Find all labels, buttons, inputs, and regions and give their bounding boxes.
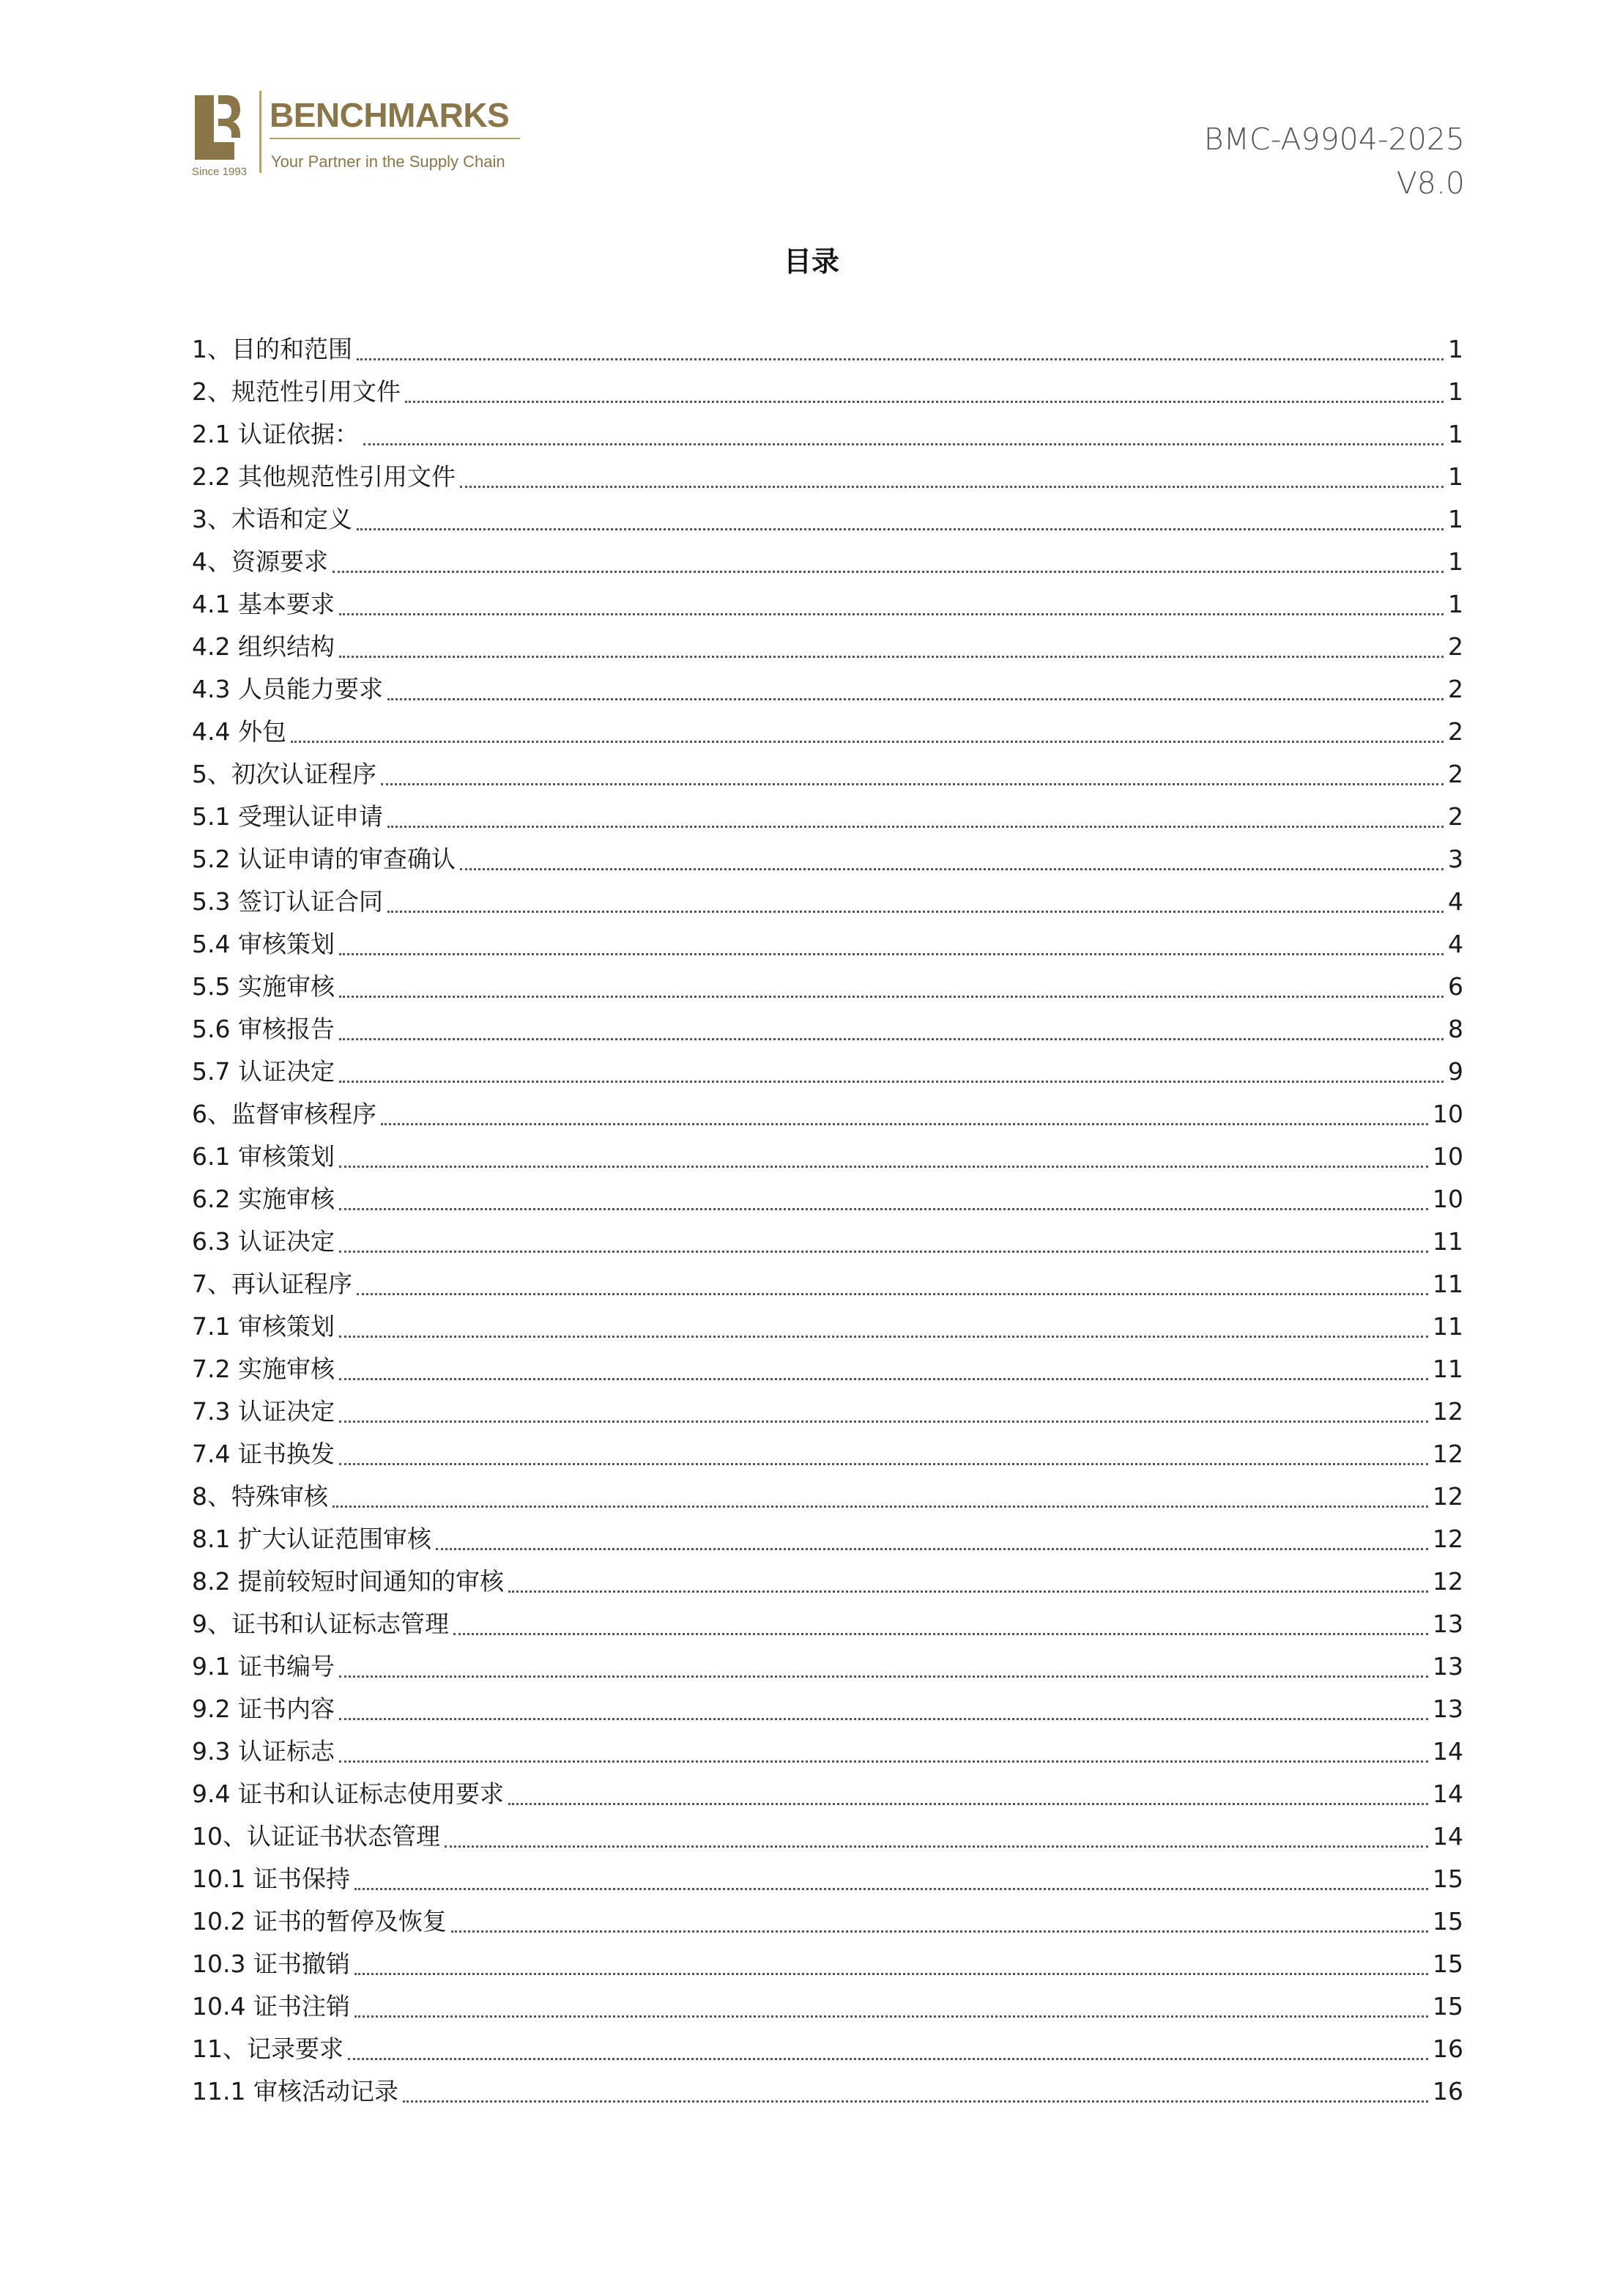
toc-dot-leader [357, 1292, 1428, 1295]
toc-entry-title: 6.2 实施审核 [192, 1185, 335, 1213]
toc-entry-title: 9、证书和认证标志管理 [192, 1610, 449, 1638]
toc-entry-title: 11、记录要求 [192, 2034, 343, 2063]
toc-dot-leader [339, 1207, 1428, 1210]
toc-dot-leader [460, 485, 1444, 488]
document-meta [1204, 117, 1465, 205]
toc-entry-page: 13 [1433, 1652, 1463, 1681]
toc-entry-title: 9.4 证书和认证标志使用要求 [192, 1780, 504, 1808]
toc-entry[interactable] [192, 1348, 1463, 1390]
toc-entry[interactable] [192, 456, 1463, 498]
toc-entry[interactable] [192, 1093, 1463, 1136]
toc-entry-page: 15 [1433, 1992, 1463, 2021]
toc-entry[interactable] [192, 2070, 1463, 2113]
toc-dot-leader [403, 2100, 1428, 2103]
toc-entry-page: 2 [1448, 717, 1463, 746]
toc-entry-page: 14 [1433, 1737, 1463, 1766]
toc-title: 目录 [783, 245, 839, 278]
toc-dot-leader [339, 1760, 1428, 1763]
toc-dot-leader [339, 952, 1444, 955]
toc-entry-page: 1 [1448, 420, 1463, 448]
toc-entry-title: 8、特殊审核 [192, 1482, 328, 1511]
toc-entry-title: 8.1 扩大认证范围审核 [192, 1525, 431, 1553]
toc-entry-page: 3 [1448, 845, 1463, 873]
toc-entry-title: 8.2 提前较短时间通知的审核 [192, 1567, 504, 1596]
toc-entry-title: 10.2 证书的暂停及恢复 [192, 1907, 447, 1936]
logo-rule [270, 138, 520, 139]
toc-dot-leader [363, 442, 1444, 445]
toc-entry-page: 13 [1433, 1695, 1463, 1723]
toc-dot-leader [453, 1632, 1428, 1635]
toc-dot-leader [339, 612, 1444, 615]
toc-entry-page: 12 [1433, 1525, 1463, 1553]
toc-entry-page: 4 [1448, 887, 1463, 916]
toc-entry-page: 15 [1433, 1864, 1463, 1893]
toc-entry-title: 11.1 审核活动记录 [192, 2077, 398, 2106]
toc-entry-title: 6、监督审核程序 [192, 1100, 376, 1128]
toc-entry-title: 5.7 认证决定 [192, 1057, 335, 1086]
toc-dot-leader [339, 1420, 1428, 1423]
toc-entry-title: 5、初次认证程序 [192, 760, 376, 788]
toc-entry[interactable] [192, 923, 1463, 966]
toc-entry[interactable] [192, 1178, 1463, 1221]
toc-entry[interactable] [192, 1858, 1463, 1900]
toc-dot-leader [405, 400, 1444, 403]
toc-entry[interactable] [192, 583, 1463, 626]
toc-entry-title: 4.1 基本要求 [192, 590, 335, 618]
toc-entry-title: 10.4 证书注销 [192, 1992, 350, 2021]
toc-dot-leader [387, 910, 1444, 913]
toc-entry[interactable] [192, 966, 1463, 1008]
toc-dot-leader [339, 1335, 1428, 1338]
toc-entry-title: 5.5 实施审核 [192, 972, 335, 1001]
toc-entry[interactable] [192, 328, 1463, 371]
toc-entry-page: 4 [1448, 930, 1463, 958]
toc-entry-title: 10.3 证书撤销 [192, 1949, 350, 1978]
toc-entry-page: 14 [1433, 1780, 1463, 1808]
toc-entry-page: 11 [1433, 1312, 1463, 1341]
toc-entry-page: 6 [1448, 972, 1463, 1001]
toc-entry-title: 4.4 外包 [192, 717, 286, 746]
toc-entry-page: 11 [1433, 1227, 1463, 1256]
toc-dot-leader [339, 655, 1444, 658]
toc-dot-leader [387, 697, 1444, 700]
toc-entry-page: 11 [1433, 1270, 1463, 1298]
toc-entry-title: 2.2 其他规范性引用文件 [192, 462, 456, 491]
toc-entry-page: 1 [1448, 547, 1463, 576]
toc-entry-page: 12 [1433, 1567, 1463, 1596]
document-version: V8.0 [1396, 166, 1465, 201]
table-of-contents [192, 328, 1463, 2113]
toc-entry-title: 6.3 认证决定 [192, 1227, 335, 1256]
toc-entry[interactable] [192, 1773, 1463, 1815]
toc-entry[interactable] [192, 1645, 1463, 1688]
toc-entry[interactable] [192, 2028, 1463, 2070]
toc-entry-title: 7.4 证书换发 [192, 1440, 335, 1468]
toc-dot-leader [291, 740, 1444, 743]
toc-entry-title: 4.2 组织结构 [192, 632, 335, 661]
toc-entry-page: 2 [1448, 802, 1463, 831]
toc-entry[interactable] [192, 413, 1463, 456]
toc-entry[interactable] [192, 541, 1463, 583]
toc-dot-leader [387, 825, 1444, 828]
toc-dot-leader [436, 1547, 1428, 1550]
toc-entry[interactable] [192, 796, 1463, 838]
logo-since-text: Since 1993 [192, 166, 248, 178]
toc-entry[interactable] [192, 838, 1463, 881]
toc-entry-page: 2 [1448, 675, 1463, 703]
toc-entry-title: 5.1 受理认证申请 [192, 802, 383, 831]
toc-entry[interactable] [192, 626, 1463, 668]
toc-entry-page: 16 [1433, 2034, 1463, 2063]
toc-entry[interactable] [192, 1051, 1463, 1093]
toc-entry-page: 1 [1448, 505, 1463, 533]
toc-entry-title: 5.6 审核报告 [192, 1015, 335, 1043]
toc-entry[interactable] [192, 668, 1463, 711]
toc-dot-leader [381, 782, 1444, 785]
toc-entry-page: 12 [1433, 1397, 1463, 1426]
toc-entry-page: 16 [1433, 2077, 1463, 2106]
toc-dot-leader [508, 1590, 1428, 1593]
toc-dot-leader [339, 995, 1444, 998]
toc-entry-page: 1 [1448, 462, 1463, 491]
toc-entry-page: 14 [1433, 1822, 1463, 1851]
toc-entry[interactable] [192, 711, 1463, 753]
toc-entry[interactable] [192, 1263, 1463, 1306]
toc-entry-title: 4.3 人员能力要求 [192, 675, 383, 703]
toc-dot-leader [445, 1845, 1428, 1848]
toc-entry-title: 3、术语和定义 [192, 505, 352, 533]
toc-entry-page: 1 [1448, 335, 1463, 363]
toc-entry[interactable] [192, 1433, 1463, 1475]
toc-entry-title: 7.2 实施审核 [192, 1355, 335, 1383]
toc-entry-title: 9.2 证书内容 [192, 1695, 335, 1723]
toc-entry-page: 12 [1433, 1482, 1463, 1511]
toc-entry[interactable] [192, 1560, 1463, 1603]
toc-entry-page: 2 [1448, 632, 1463, 661]
toc-dot-leader [333, 570, 1444, 573]
toc-entry[interactable] [192, 1900, 1463, 1943]
toc-entry-page: 15 [1433, 1907, 1463, 1936]
toc-entry-title: 7、再认证程序 [192, 1270, 352, 1298]
toc-entry-page: 1 [1448, 377, 1463, 406]
toc-entry[interactable] [192, 1221, 1463, 1263]
toc-entry[interactable] [192, 371, 1463, 413]
toc-entry-page: 12 [1433, 1440, 1463, 1468]
toc-entry[interactable] [192, 1603, 1463, 1645]
toc-entry-title: 2、规范性引用文件 [192, 377, 401, 406]
toc-entry[interactable] [192, 1518, 1463, 1560]
toc-entry-title: 4、资源要求 [192, 547, 328, 576]
toc-entry-title: 7.1 审核策划 [192, 1312, 335, 1341]
toc-dot-leader [354, 1972, 1428, 1975]
toc-entry[interactable] [192, 881, 1463, 923]
toc-dot-leader [357, 527, 1444, 530]
toc-dot-leader [339, 1717, 1428, 1720]
toc-entry[interactable] [192, 753, 1463, 796]
toc-dot-leader [460, 867, 1444, 870]
toc-dot-leader [333, 1505, 1428, 1508]
toc-entry[interactable] [192, 1985, 1463, 2028]
toc-entry[interactable] [192, 498, 1463, 541]
toc-dot-leader [381, 1122, 1428, 1125]
toc-dot-leader [339, 1037, 1444, 1040]
toc-dot-leader [508, 1802, 1428, 1805]
toc-entry-page: 9 [1448, 1057, 1463, 1086]
toc-entry-title: 5.4 审核策划 [192, 930, 335, 958]
toc-entry[interactable] [192, 1306, 1463, 1348]
toc-entry-title: 10、认证证书状态管理 [192, 1822, 440, 1851]
company-logo [192, 89, 521, 177]
toc-entry[interactable] [192, 1815, 1463, 1858]
toc-entry[interactable] [192, 1008, 1463, 1051]
toc-dot-leader [354, 2015, 1428, 2018]
toc-entry-page: 11 [1433, 1355, 1463, 1383]
toc-entry-title: 6.1 审核策划 [192, 1142, 335, 1171]
toc-entry-title: 9.1 证书编号 [192, 1652, 335, 1681]
toc-entry[interactable] [192, 1730, 1463, 1773]
toc-entry-page: 13 [1433, 1610, 1463, 1638]
toc-entry[interactable] [192, 1136, 1463, 1178]
logo-tagline: Your Partner in the Supply Chain [271, 152, 505, 171]
logo-divider [259, 91, 261, 173]
toc-entry-page: 10 [1433, 1142, 1463, 1171]
toc-entry-title: 7.3 认证决定 [192, 1397, 335, 1426]
toc-dot-leader [451, 1930, 1428, 1933]
toc-dot-leader [339, 1462, 1428, 1465]
toc-dot-leader [339, 1165, 1428, 1168]
toc-entry[interactable] [192, 1943, 1463, 1985]
toc-entry-page: 1 [1448, 590, 1463, 618]
toc-entry-title: 10.1 证书保持 [192, 1864, 350, 1893]
toc-entry-page: 10 [1433, 1100, 1463, 1128]
toc-entry[interactable] [192, 1390, 1463, 1433]
toc-entry[interactable] [192, 1688, 1463, 1730]
logo-brand-name: BENCHMARKS [270, 96, 510, 134]
toc-dot-leader [339, 1250, 1428, 1253]
benchmarks-logo-icon [192, 92, 242, 163]
toc-entry-page: 2 [1448, 760, 1463, 788]
toc-dot-leader [339, 1080, 1444, 1083]
toc-dot-leader [339, 1675, 1428, 1678]
toc-entry-page: 8 [1448, 1015, 1463, 1043]
toc-entry-title: 1、目的和范围 [192, 335, 352, 363]
document-code: BMC-A9904-2025 [1203, 122, 1465, 157]
toc-entry[interactable] [192, 1475, 1463, 1518]
toc-entry-page: 15 [1433, 1949, 1463, 1978]
toc-entry-title: 2.1 认证依据： [192, 420, 359, 448]
toc-entry-title: 5.3 签订认证合同 [192, 887, 383, 916]
toc-entry-title: 9.3 认证标志 [192, 1737, 335, 1766]
toc-dot-leader [348, 2057, 1428, 2060]
toc-dot-leader [339, 1377, 1428, 1380]
toc-entry-page: 10 [1433, 1185, 1463, 1213]
toc-dot-leader [354, 1887, 1428, 1890]
toc-dot-leader [357, 358, 1444, 360]
toc-entry-title: 5.2 认证申请的审查确认 [192, 845, 456, 873]
